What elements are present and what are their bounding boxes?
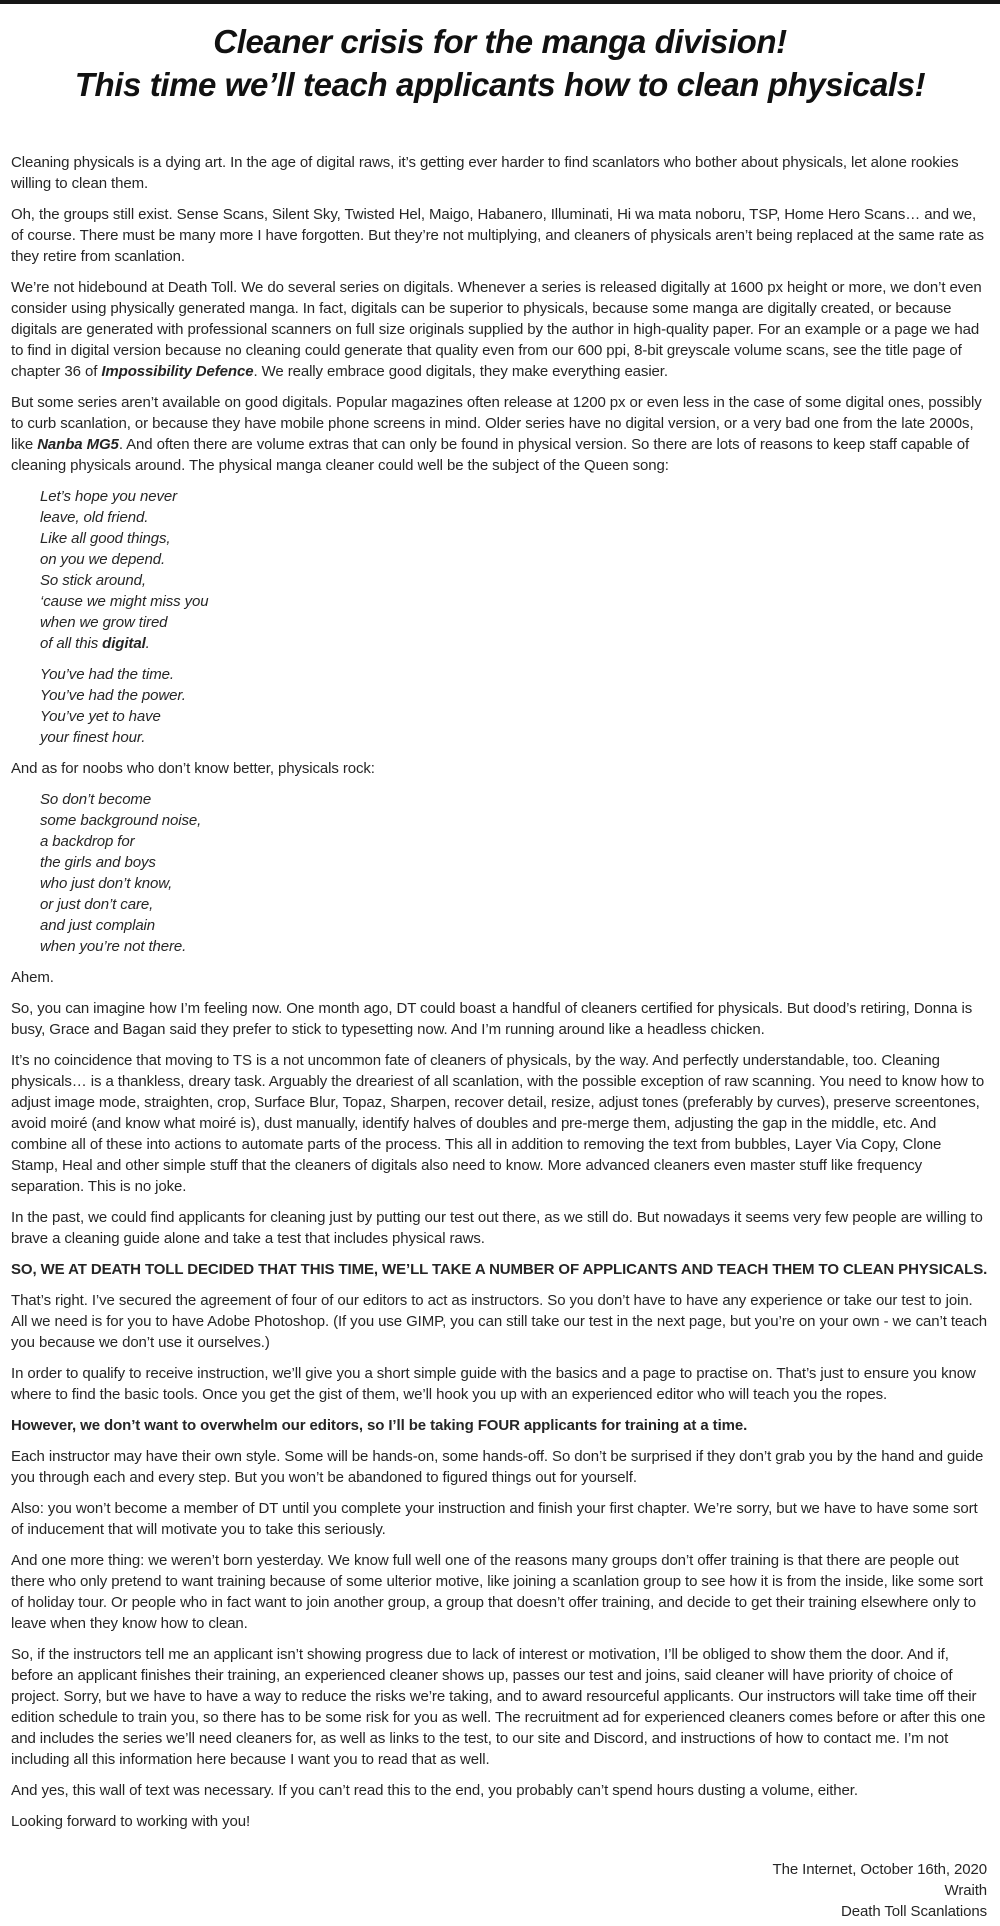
paragraph bbox=[11, 277, 989, 382]
signature-line: The Internet, October 16th, 2020 bbox=[772, 1861, 987, 1878]
paragraph bbox=[11, 1207, 989, 1249]
text-segment: And yes, this wall of text was necessary. If you can’t read this to the end, you probably can’t spend hours dusting a volume, either. bbox=[11, 1782, 858, 1799]
text-segment: leave, old friend. bbox=[40, 509, 149, 526]
text-segment: You’ve had the time. bbox=[40, 666, 174, 683]
lyrics-line bbox=[40, 570, 989, 591]
paragraph bbox=[11, 152, 989, 194]
paragraph bbox=[11, 204, 989, 267]
text-segment: Oh, the groups still exist. Sense Scans, Silent Sky, Twisted Hel, Maigo, Habanero, Illuminati, Hi wa mata noboru, TSP, Home Hero Scans… and we, of course. There must be many more I have forgotten. But they’re not multiplying, and cleaners of physicals aren’t being replaced at the same rate as they retire from scanlation. bbox=[11, 206, 984, 265]
text-segment: But some series aren’t available on good digitals. Popular magazines often release at 1200 px or even less in the case of some digital ones, possibly to curb scanlation, or because they have mobile phone screens in mind. Older series have no digital version, or a very bad one from the late 2000s, like bbox=[11, 394, 982, 453]
text-segment: Each instructor may have their own style. Some will be hands-on, some hands-off. So don’t be surprised if they don’t grab you by the hand and guide you through each and every step. But you won’t be abandoned to figured things out for yourself. bbox=[11, 1448, 984, 1486]
document-body bbox=[0, 152, 1000, 1922]
text-segment: In the past, we could find applicants for cleaning just by putting our test out there, as we still do. But nowadays it seems very few people are willing to brave a cleaning guide alone and take a test that includes physical raws. bbox=[11, 1209, 983, 1247]
lyrics-line bbox=[40, 727, 989, 748]
text-segment: the girls and boys bbox=[40, 854, 156, 871]
lyrics-line bbox=[40, 852, 989, 873]
text-segment: SO, WE AT DEATH TOLL DECIDED THAT THIS TIME, WE’LL TAKE A NUMBER OF APPLICANTS AND TEACH THEM TO CLEAN PHYSICALS. bbox=[11, 1261, 988, 1278]
text-segment: Also: you won’t become a member of DT until you complete your instruction and finish your first chapter. We’re sorry, but we have to have some sort of inducement that will motivate you to take this seriously. bbox=[11, 1500, 978, 1538]
text-segment: when you’re not there. bbox=[40, 938, 187, 955]
text-segment: You’ve had the power. bbox=[40, 687, 186, 704]
text-segment: ‘cause we might miss you bbox=[40, 593, 209, 610]
text-segment: In order to qualify to receive instruction, we’ll give you a short simple guide with the basics and a page to practise on. That’s just to ensure you know where to find the basic tools. Once you get the gist of them, we’ll hook you up with an experienced editor who will teach you the ropes. bbox=[11, 1365, 976, 1403]
paragraph bbox=[11, 392, 989, 476]
text-segment: And one more thing: we weren’t born yesterday. We know full well one of the reasons many groups don’t offer training is that there are people out there who only pretend to want training because of some ulterior motive, like joining a scanlation group to see how it is from the inside, like some sort of holiday tour. Or people who in fact want to join another group, a group that doesn’t offer training, and decide to get their training elsewhere only to leave when they know how to clean. bbox=[11, 1552, 983, 1632]
lyrics-line bbox=[40, 831, 989, 852]
lyrics-line bbox=[40, 549, 989, 570]
paragraph bbox=[11, 1290, 989, 1353]
lyrics-line bbox=[40, 507, 989, 528]
text-segment: who just don’t know, bbox=[40, 875, 173, 892]
text-segment: It’s no coincidence that moving to TS is a not uncommon fate of cleaners of physicals, by the way. And perfectly understandable, too. Cleaning physicals… is a thankless, dreary task. Arguably the dreariest of all scanlation, with the possible exception of raw scanning. You need to know how to adjust image mode, straighten, crop, Surface Blur, Topaz, Sharpen, recover detail, resize, adjust tones (preferably by curves), preserve screentones, avoid moiré (and know what moiré is), dust manually, identify halves of doubles and pre-merge them, adjusting the gap in the middle, etc. And combine all of these into actions to automate parts of the process. This all in addition to removing the text from bubbles, Layer Via Copy, Clone Stamp, Heal and other simple stuff that the cleaners of digitals also need to know. More advanced cleaners even master stuff like frequency separation. This is no joke. bbox=[11, 1052, 985, 1195]
lyrics-line bbox=[40, 528, 989, 549]
text-segment: Ahem. bbox=[11, 969, 54, 986]
text-segment: So stick around, bbox=[40, 572, 146, 589]
lyrics-line bbox=[40, 486, 989, 507]
page-title bbox=[10, 20, 990, 106]
text-segment: So, if the instructors tell me an applicant isn’t showing progress due to lack of interest or motivation, I’ll be obliged to show them the door. And if, before an applicant finishes their training, an experienced cleaner shows up, passes our test and joins, said cleaner will have priority of choice of project. Sorry, but we have to have a way to reduce the risks we’re taking, and to award resourceful applicants. Our instructors will take time off their edition schedule to train you, so there has to be some risk for you as well. The recruitment ad for experienced cleaners comes before or after this one and includes the series we’ll need cleaners for, as well as links to the test, to our site and Discord, and instructions of how to contact me. I’m not including all this information here because I want you to read that as well. bbox=[11, 1646, 986, 1768]
signature-line: Death Toll Scanlations bbox=[841, 1903, 987, 1920]
lyrics-line bbox=[40, 894, 989, 915]
paragraph bbox=[11, 1550, 989, 1634]
lyrics-stanza bbox=[11, 486, 989, 654]
lyrics-stanza bbox=[11, 789, 989, 957]
text-segment: some background noise, bbox=[40, 812, 202, 829]
text-segment: And as for noobs who don’t know better, physicals rock: bbox=[11, 760, 375, 777]
text-segment: when we grow tired bbox=[40, 614, 168, 631]
lyrics-line bbox=[40, 915, 989, 936]
text-segment: . We really embrace good digitals, they make everything easier. bbox=[253, 363, 668, 380]
text-segment: or just don’t care, bbox=[40, 896, 154, 913]
lyrics-line bbox=[40, 633, 989, 654]
lyrics-line bbox=[40, 591, 989, 612]
top-border-bar bbox=[0, 0, 1000, 4]
lyrics-line bbox=[40, 664, 989, 685]
text-segment: You’ve yet to have bbox=[40, 708, 161, 725]
lyrics-line bbox=[40, 612, 989, 633]
text-segment: Nanba MG5 bbox=[37, 436, 119, 453]
paragraph bbox=[11, 1446, 989, 1488]
lyrics-line bbox=[40, 810, 989, 831]
text-segment: . bbox=[145, 635, 150, 652]
signature-line: Wraith bbox=[944, 1882, 987, 1899]
text-segment: However, we don’t want to overwhelm our editors, so I’ll be taking FOUR applicants for training at a time. bbox=[11, 1417, 748, 1434]
title-line-1: Cleaner crisis for the manga division! bbox=[213, 23, 787, 60]
text-segment: Impossibility Defence bbox=[101, 363, 254, 380]
lyrics-line bbox=[40, 685, 989, 706]
paragraph bbox=[11, 758, 989, 779]
text-segment: We’re not hidebound at Death Toll. We do several series on digitals. Whenever a series is released digitally at 1600 px height or more, we don’t even consider using physically generated manga. In fact, digitals can be superior to physicals, because some manga are digitally created, or because digitals are generated with professional scanners on full size originals supplied by the author in high-quality paper. For an example or a page we had to find in digital version because no cleaning could generate that quality even from our 600 ppi, 8-bit greyscale volume scans, see the title page of chapter 36 of bbox=[11, 279, 982, 380]
paragraph bbox=[11, 967, 989, 988]
text-segment: Like all good things, bbox=[40, 530, 171, 547]
bold-paragraph bbox=[11, 1415, 989, 1436]
signature bbox=[11, 1859, 989, 1922]
lyrics-line bbox=[40, 706, 989, 727]
text-segment: of all this bbox=[40, 635, 103, 652]
paragraph bbox=[11, 1644, 989, 1770]
lyrics-line bbox=[40, 873, 989, 894]
text-segment: and just complain bbox=[40, 917, 156, 934]
text-segment: digital bbox=[102, 635, 146, 652]
lyrics-stanza bbox=[11, 664, 989, 748]
lyrics-line bbox=[40, 936, 989, 957]
text-segment: So don’t become bbox=[40, 791, 152, 808]
paragraph bbox=[11, 1780, 989, 1801]
paragraph bbox=[11, 1363, 989, 1405]
text-segment: your finest hour. bbox=[40, 729, 146, 746]
paragraph bbox=[11, 1498, 989, 1540]
text-segment: Cleaning physicals is a dying art. In the age of digital raws, it’s getting ever harder to find scanlators who bother about physicals, let alone rookies willing to clean them. bbox=[11, 154, 959, 192]
paragraph bbox=[11, 1050, 989, 1197]
text-segment: . And often there are volume extras that can only be found in physical version. So there are lots of reasons to keep staff capable of cleaning physicals around. The physical manga cleaner could well be the subject of the Queen song: bbox=[11, 436, 970, 474]
bold-paragraph bbox=[11, 1259, 989, 1280]
paragraph bbox=[11, 1811, 989, 1832]
text-segment: on you we depend. bbox=[40, 551, 166, 568]
text-segment: a backdrop for bbox=[40, 833, 135, 850]
text-segment: Let’s hope you never bbox=[40, 488, 177, 505]
text-segment: So, you can imagine how I’m feeling now. One month ago, DT could boast a handful of cleaners certified for physicals. But dood’s retiring, Donna is busy, Grace and Bagan said they prefer to stick to typesetting now. And I’m running around like a headless chicken. bbox=[11, 1000, 973, 1038]
paragraph bbox=[11, 998, 989, 1040]
lyrics-line bbox=[40, 789, 989, 810]
title-line-2: This time we’ll teach applicants how to clean physicals! bbox=[74, 66, 926, 103]
text-segment: That’s right. I’ve secured the agreement of four of our editors to act as instructors. So you don’t have to have any experience or take our test to join. All we need is for you to have Adobe Photoshop. (If you use GIMP, you can still take our test in the next page, but you’re on your own - we can’t teach you because we don’t use it ourselves.) bbox=[11, 1292, 988, 1351]
text-segment: Looking forward to working with you! bbox=[11, 1813, 251, 1830]
